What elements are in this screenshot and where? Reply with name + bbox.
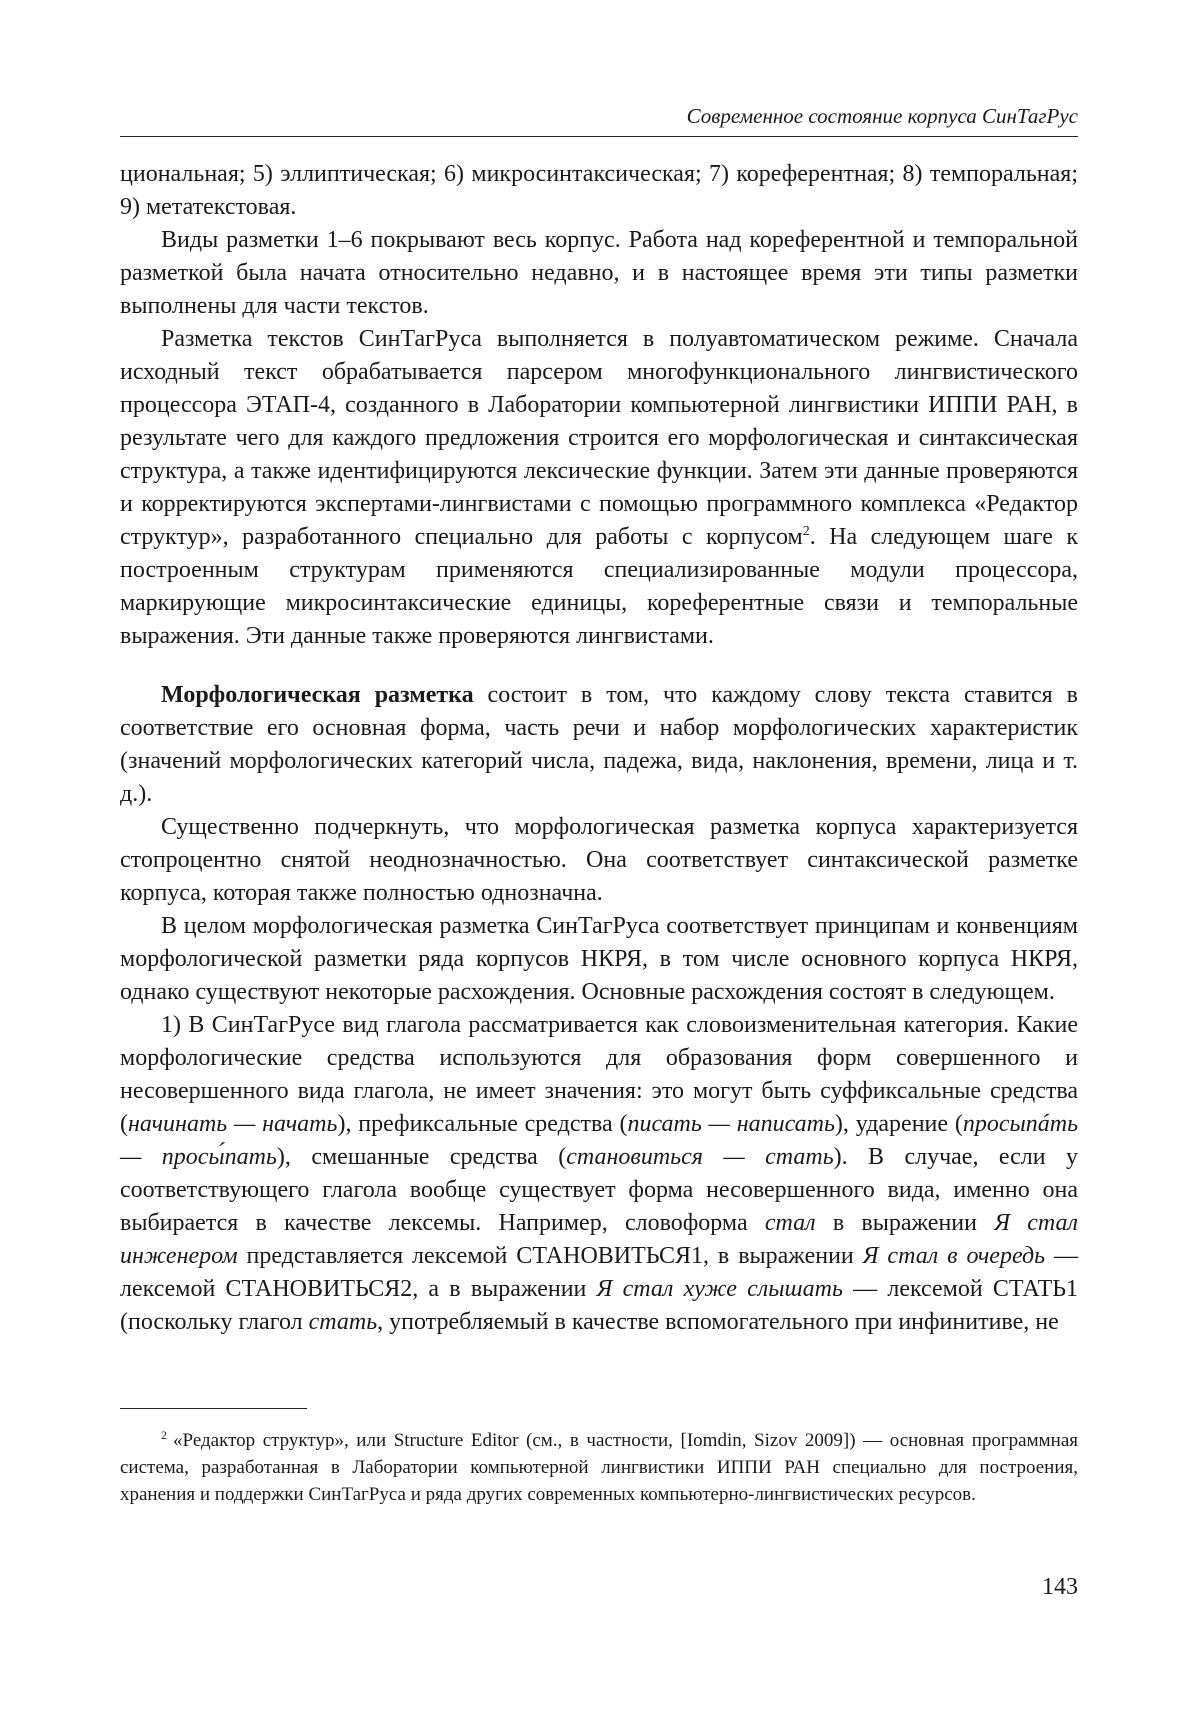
running-header: Современное состояние корпуса СинТагРус — [686, 104, 1078, 128]
paragraph — [120, 158, 1078, 224]
footnote-rule — [120, 1408, 307, 1409]
text-run: просыпáть — просы́пать — [120, 1111, 1079, 1170]
paragraph — [120, 224, 1078, 323]
text-run: Я стал хуже слышать — [596, 1276, 843, 1302]
text-run: ), префиксальные средства ( — [337, 1111, 628, 1137]
text-run: ), смешанные средства ( — [276, 1144, 567, 1170]
text-run: Морфологическая разметка — [161, 682, 474, 708]
footnote-mark: 2 — [161, 1427, 167, 1442]
text-run: Виды разметки 1–6 покрывают весь корпус. Работа над кореферентной и темпоральной разметкой была начата относительно недавно, и в настоящее время эти типы разметки выполнены для части текстов. — [120, 227, 1078, 319]
footnote — [120, 1427, 1078, 1508]
text-run: Разметка текстов СинТагРуса выполняется в полуавтоматическом режиме. Сначала исходный текст обрабатывается парсером многофункционального лингвистического процессора ЭТАП-4, созданного в Лаборатории компьютерной лингвистики ИППИ РАН, в результате чего для каждого предложения строится его морфологическая и синтаксическая структура, а также идентифицируются лексические функции. Затем эти данные проверяются и корректируются экспертами-лингвистами с помощью программного комплекса «Редактор структур», разработанного специально для работы с корпусом — [120, 326, 1078, 550]
text-run: состоит в том, что каждому слову текста ставится в соответствие его основная форма, часть речи и набор морфологических характеристик (значений морфологических категорий числа, падежа, вида, наклонения, времени, лица и т. д.). — [120, 682, 1078, 807]
text-run: представляется лексемой СТАНОВИТЬСЯ1, в выражении — [237, 1243, 863, 1269]
text-run: ), ударение ( — [834, 1111, 963, 1137]
header-rule — [120, 136, 1078, 137]
footnote-ref: 2 — [802, 524, 810, 539]
page-number: 143 — [1042, 1574, 1078, 1600]
paragraph — [120, 323, 1078, 653]
text-run: 1) В СинТагРусе вид глагола рассматривается как словоизменительная категория. Какие морфологические средства используются для образования форм совершенного и несовершенного вида глагола, не имеет значения: это могут быть суффиксальные средства ( — [120, 1012, 1078, 1137]
text-run: стал — [764, 1210, 816, 1236]
text-run: начинать — начать — [128, 1111, 338, 1137]
text-run: — лексемой СТАТЬ1 (поскольку глагол — [120, 1276, 1079, 1335]
body-text — [120, 158, 1078, 1339]
text-run: В целом морфологическая разметка СинТагРуса соответствует принципам и конвенциям морфологической разметки ряда корпусов НКРЯ, в том числе основного корпуса НКРЯ, однако существуют некоторые расхождения. Основные расхождения состоят в следующем. — [120, 913, 1078, 1005]
text-run: в выражении — [815, 1210, 995, 1236]
text-run: . На следующем шаге к построенным структурам применяются специализированные модули процессора, маркирующие микросинтаксические единицы, кореферентные связи и темпоральные выражения. Эти данные также проверяются лингвистами. — [120, 524, 1078, 649]
text-run: циональная; 5) эллиптическая; 6) микросинтаксическая; 7) кореферентная; 8) темпоральная; 9) метатекстовая. — [120, 161, 1078, 220]
paragraph — [120, 679, 1078, 811]
text-run: Я стал инженером — [120, 1210, 1079, 1269]
text-run: ). В случае, если у соответствующего глагола вообще существует форма несовершенного вида, именно она выбирается в качестве лексемы. Например, словоформа — [120, 1144, 1079, 1236]
text-run: Я стал в очередь — [862, 1243, 1046, 1269]
text-run: становиться — стать — [566, 1144, 834, 1170]
text-run: — лексемой СТАНОВИТЬСЯ2, а в выражении — [120, 1243, 1079, 1302]
paragraph — [120, 1009, 1078, 1339]
paragraph — [120, 811, 1078, 910]
text-run: Существенно подчеркнуть, что морфологическая разметка корпуса характеризуется стопроцентно снятой неоднозначностью. Она соответствует синтаксической разметке корпуса, которая также полностью однозначна. — [120, 814, 1078, 906]
footnote-text: «Редактор структур», или Structure Editor (см., в частности, [Iomdin, Sizov 2009]) — основная программная система, разработанная в Лаборатории компьютерной лингвистики ИППИ РАН специально для построения, хранения и поддержки СинТагРуса и ряда других современных компьютерно-лингвистических ресурсов. — [120, 1430, 1078, 1505]
text-run: , употребляемый в качестве вспомогательного при инфинитиве, не — [377, 1309, 1059, 1335]
text-run: стать — [308, 1309, 378, 1335]
paragraph — [120, 910, 1078, 1009]
text-run: писать — написать — [627, 1111, 835, 1137]
